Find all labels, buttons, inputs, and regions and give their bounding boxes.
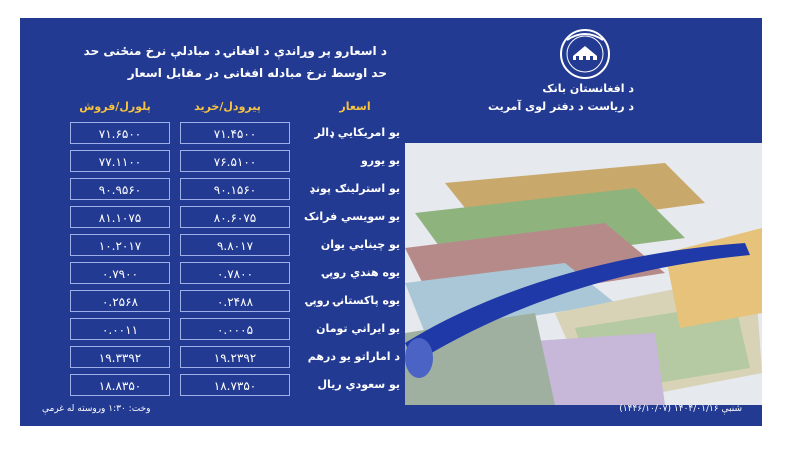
sell-rate: ۱۰.۲۰۱۷ [70,234,170,256]
buy-rate: ۹۰.۱۵۶۰ [180,178,290,200]
bank-logo [545,26,625,82]
table-row [70,178,400,200]
banknotes-image [405,143,762,405]
buy-rate: ۷۶.۵۱۰۰ [180,150,290,172]
sell-rate: ۹۰.۹۵۶۰ [70,178,170,200]
table-row [70,346,400,368]
exchange-rate-board [20,18,762,426]
timestamp: وخت: ۱:۳۰ وروسته له غرمې [42,404,151,414]
sell-rate: ۱۹.۳۳۹۲ [70,346,170,368]
buy-rate: ۱۸.۷۳۵۰ [180,374,290,396]
column-header-sell: پلورل/فروش [79,100,151,113]
sell-rate: ۷۱.۶۵۰۰ [70,122,170,144]
sell-rate: ۱۸.۸۳۵۰ [70,374,170,396]
department-name: د ریاست د دفتر لوی آمریت [488,100,634,113]
buy-rate: ۰.۲۴۸۸ [180,290,290,312]
currency-name: یو چینایي یوان [320,238,400,251]
table-row [70,122,400,144]
buy-rate: ۰.۷۸۰۰ [180,262,290,284]
sell-rate: ۰.۷۹۰۰ [70,262,170,284]
date: شنبې ۱۴۰۴/۰۱/۱۶ (۱۴۴۶/۱۰/۰۷) [619,404,742,414]
currency-name: یو سویسي فرانک [303,210,400,223]
table-row [70,290,400,312]
currency-name: یو ایراني تومان [316,322,400,335]
sell-rate: ۰.۰۰۱۱ [70,318,170,340]
currency-name: د اماراتو یو درهم [307,350,400,363]
buy-rate: ۷۱.۴۵۰۰ [180,122,290,144]
currency-name: یو امریکایي ډالر [314,126,400,139]
table-row [70,150,400,172]
column-header-buy: پیرودل/خرید [194,100,261,113]
sell-rate: ۸۱.۱۰۷۵ [70,206,170,228]
table-row [70,262,400,284]
currency-name: یو یورو [360,154,400,167]
table-row [70,234,400,256]
page-subtitle: حد اوسط نرخ مبادله افغانی در مقابل اسعار [127,66,387,80]
table-row [70,318,400,340]
currency-name: یوه پاکستانۍ روپۍ [306,294,400,307]
rates-panel [20,18,405,426]
bank-name: د افغانستان بانک [542,82,634,95]
column-header-currency: اسعار [339,100,371,113]
buy-rate: ۹.۸۰۱۷ [180,234,290,256]
sell-rate: ۷۷.۱۱۰۰ [70,150,170,172]
buy-rate: ۸۰.۶۰۷۵ [180,206,290,228]
currency-name: یوه هندي روپۍ [322,266,400,279]
rates-table [70,122,400,402]
buy-rate: ۱۹.۲۳۹۲ [180,346,290,368]
table-row [70,374,400,396]
currency-name: یو سعودي ریال [317,378,400,391]
currency-name: یو استرلینګ پونډ [309,182,400,195]
table-row [70,206,400,228]
sell-rate: ۰.۲۵۶۸ [70,290,170,312]
buy-rate: ۰.۰۰۰۵ [180,318,290,340]
bank-panel [405,18,762,426]
page-title: د اسعارو پر وړاندې د افغانۍ د مبادلې نرخ منځنی حد [83,44,387,58]
